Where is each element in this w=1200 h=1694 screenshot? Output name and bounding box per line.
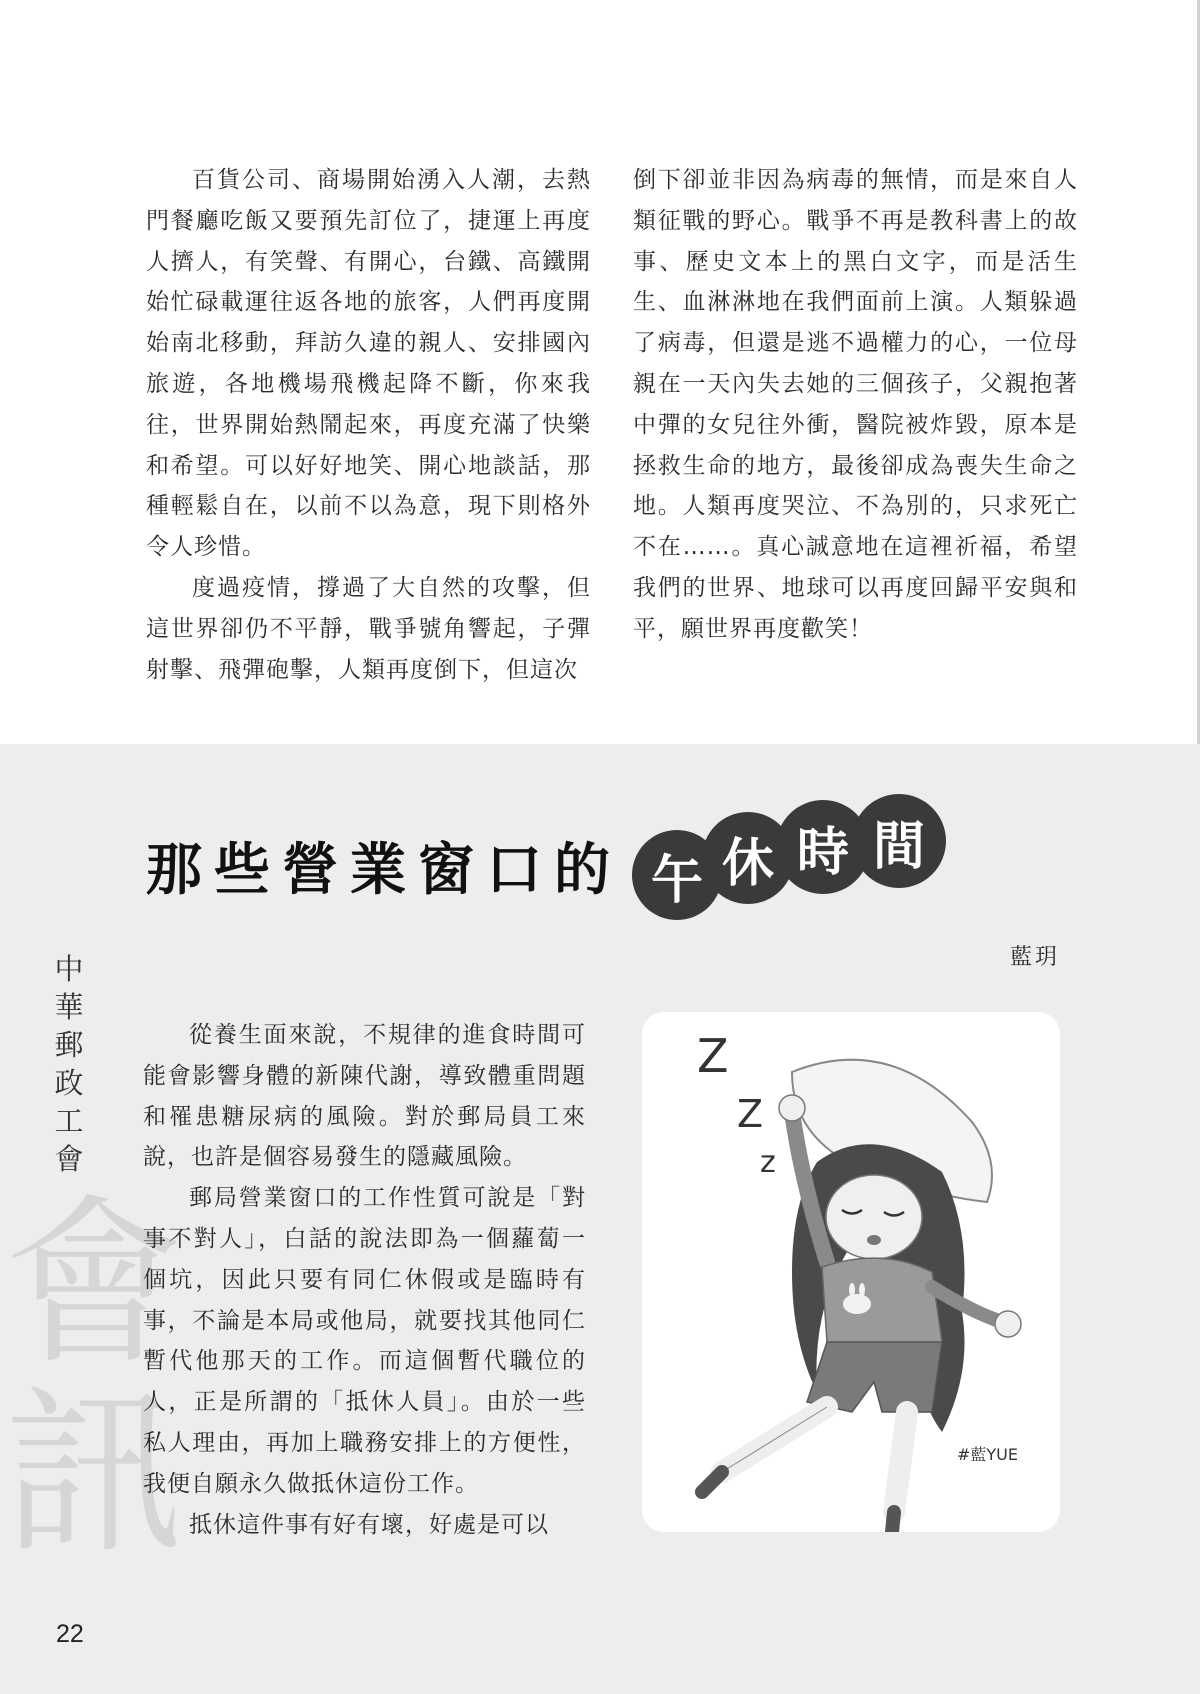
top-article-paragraph-3: 倒下卻並非因為病毒的無情，而是來自人類征戰的野心。戰爭不再是教科書上的故事、歷史文本上的黑白文字，而是活生生、血淋淋地在我們面前上演。人類躲過了病毒，但還是逃不過權力的心，一位母親在一天內失去她的三個孩子，父親抱著中彈的女兒往外衝，醫院被炸毀，原本是拯救生命的地方，最後卻成為喪失生命之地。人類再度哭泣、不為別的，只求死亡不在……。真心誠意地在這裡祈福，希望我們的世界、地球可以再度回歸平安與和平，願世界再度歡笑！ [633, 167, 1078, 642]
zzz-letter-3: z [760, 1145, 776, 1180]
mouth [867, 1235, 881, 1245]
right-sock [892, 1512, 894, 1532]
right-leg [894, 1412, 907, 1512]
face [826, 1175, 922, 1259]
top-article-column-2 [633, 160, 1078, 650]
title-circle-char-2: 休 [702, 812, 794, 904]
top-article-paragraph-1: 百貨公司、商場開始湧入人潮，去熱門餐廳吃飯又要預先訂位了，捷運上再度人擠人，有笑聲、有開心，台鐵、高鐵開始忙碌載運往返各地的旅客，人們再度開始南北移動，拜訪久違的親人、安排國內旅遊，各地機場飛機起降不斷，你來我往，世界開始熱鬧起來，再度充滿了快樂和希望。可以好好地笑、開心地談話，那種輕鬆自在，以前不以為意，現下則格外令人珍惜。 [146, 167, 591, 561]
top-article-column-1 [146, 160, 591, 690]
bunny-ear-right [859, 1283, 865, 1297]
page-number: 22 [56, 1620, 84, 1648]
title-circle-char-4: 間 [852, 794, 946, 888]
author-byline: 藍玥 [1010, 945, 1061, 970]
top-article-section [0, 0, 1200, 744]
sleeping-girl-drawing [642, 1012, 1060, 1532]
bunny-ear-left [849, 1283, 855, 1297]
article-paragraph-2: 郵局營業窗口的工作性質可說是「對事不對人」，白話的說法即為一個蘿蔔一個坑，因此只要有同仁休假或是臨時有事，不論是本局或他局，就要找其他同仁暫代他那天的工作。而這個暫代職位的人，正是所謂的「抵休人員」。由於一些私人理由，再加上職務安排上的方便性，我便自願永久做抵休這份工作。 [143, 1185, 586, 1497]
raised-hand [779, 1095, 805, 1121]
top-article-paragraph-2: 度過疫情，撐過了大自然的攻擊，但這世界卻仍不平靜，戰爭號角響起，子彈射擊、飛彈砲擊，人類再度倒下，但這次 [146, 574, 591, 683]
sleeping-girl-illustration [642, 1012, 1060, 1532]
article-paragraph-3: 抵休這件事有好有壞，好處是可以 [189, 1511, 549, 1538]
article-paragraph-1: 從養生面來說，不規律的進食時間可能會影響身體的新陳代謝，導致體重問題和罹患糖尿病的風險。對於郵局員工來說，也許是個容易發生的隱藏風險。 [143, 1022, 586, 1171]
title-circle-char-3: 時 [776, 800, 870, 894]
article-body-column [143, 1015, 586, 1545]
bunny-print [843, 1294, 871, 1314]
left-leg-outline [722, 1407, 827, 1472]
shirt [822, 1258, 942, 1349]
zzz-letter-1: Z [697, 1029, 729, 1083]
title-circle-char-1: 午 [632, 830, 722, 920]
watermark-text: 會訊 [4, 1180, 185, 1579]
union-name-vertical: 中華郵政工會 [54, 952, 84, 1176]
article-title: 那些營業窗口的 [146, 838, 622, 903]
left-sock [702, 1472, 722, 1492]
zzz-letter-2: Z [737, 1092, 764, 1136]
artist-signature: #藍YUE [957, 1445, 1019, 1464]
outstretched-hand [995, 1311, 1021, 1337]
